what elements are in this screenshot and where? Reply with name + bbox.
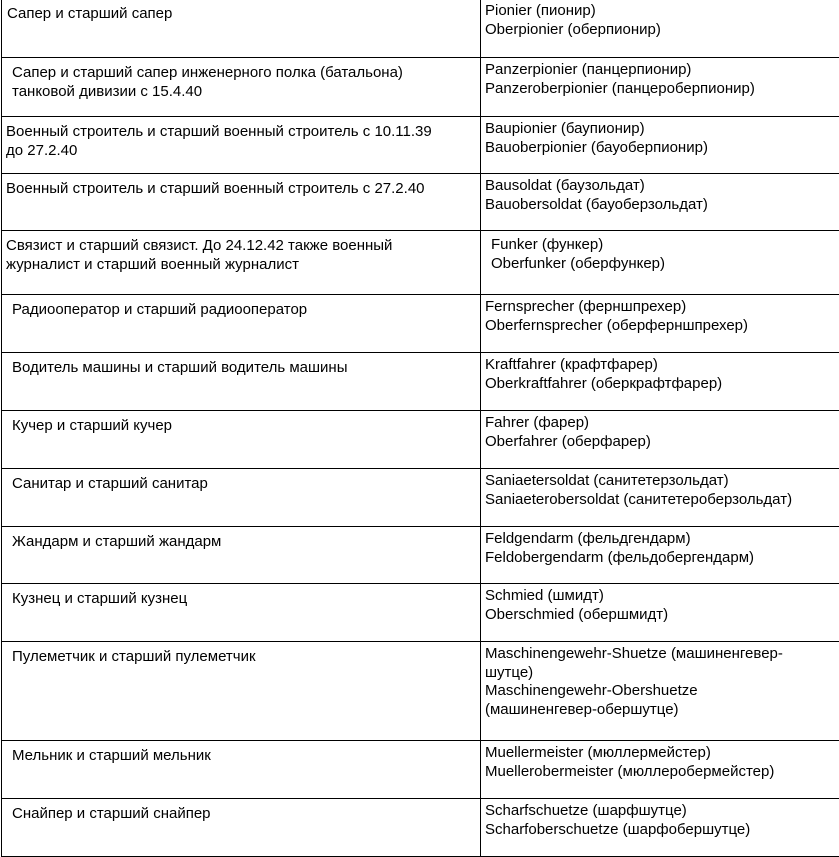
russian-title-cell (2, 642, 481, 741)
russian-title-cell (2, 584, 481, 642)
russian-title-cell (2, 174, 481, 231)
german-rank-cell (481, 642, 839, 741)
german-rank-line: Baupionier (баупионир) (485, 120, 839, 139)
russian-title-line: Военный строитель и старший военный строитель с 27.2.40 (6, 180, 480, 199)
russian-title-line: Санитар и старший санитар (12, 475, 480, 494)
ranks-table (1, 0, 839, 857)
german-rank-cell (481, 58, 839, 117)
german-rank-line: шутце) (485, 664, 839, 683)
german-rank-cell (481, 117, 839, 174)
russian-title-line: журналист и старший военный журналист (6, 256, 480, 275)
russian-title-line: Мельник и старший мельник (12, 747, 480, 766)
german-rank-cell (481, 0, 839, 58)
german-rank-line: Oberpionier (оберпионир) (485, 21, 839, 40)
german-rank-line: Bauobersoldat (бауоберзольдат) (485, 196, 839, 215)
table-row (2, 231, 839, 295)
german-rank-line: Schmied (шмидт) (485, 587, 839, 606)
german-rank-cell (481, 411, 839, 469)
table-row (2, 0, 839, 58)
german-rank-cell (481, 799, 839, 857)
table-row (2, 117, 839, 174)
russian-title-line: Кучер и старший кучер (12, 417, 480, 436)
russian-title-cell (2, 527, 481, 584)
german-rank-cell (481, 584, 839, 642)
german-rank-line: Bauoberpionier (бауоберпионир) (485, 139, 839, 158)
german-rank-line: (машиненгевер-обершутце) (485, 701, 839, 720)
table-row (2, 642, 839, 741)
russian-title-line: Кузнец и старший кузнец (12, 590, 480, 609)
german-rank-line: Funker (функер) (491, 236, 839, 255)
russian-title-line: Радиооператор и старший радиооператор (12, 301, 480, 320)
german-rank-cell (481, 353, 839, 411)
german-rank-line: Panzeroberpionier (панцероберпионир) (485, 80, 839, 99)
german-rank-line: Fernsprecher (ферншпрехер) (485, 298, 839, 317)
german-rank-line: Kraftfahrer (крафтфарер) (485, 356, 839, 375)
table-row (2, 353, 839, 411)
table-row (2, 411, 839, 469)
german-rank-line: Muellermeister (мюллермейстер) (485, 744, 839, 763)
table-row (2, 469, 839, 527)
german-rank-cell (481, 527, 839, 584)
russian-title-line: Военный строитель и старший военный строитель с 10.11.39 (6, 123, 480, 142)
german-rank-line: Scharfoberschuetze (шарфобершутце) (485, 821, 839, 840)
table-row (2, 799, 839, 857)
german-rank-cell (481, 174, 839, 231)
russian-title-cell (2, 295, 481, 353)
table-row (2, 527, 839, 584)
german-rank-line: Oberfernsprecher (оберферншпрехер) (485, 317, 839, 336)
russian-title-cell (2, 231, 481, 295)
german-rank-line: Saniaeterobersoldat (санитетероберзольдат) (485, 491, 839, 510)
russian-title-cell (2, 741, 481, 799)
german-rank-line: Oberschmied (обершмидт) (485, 606, 839, 625)
german-rank-line: Feldgendarm (фельдгендарм) (485, 530, 839, 549)
russian-title-cell (2, 411, 481, 469)
russian-title-cell (2, 353, 481, 411)
russian-title-line: Снайпер и старший снайпер (12, 805, 480, 824)
german-rank-line: Oberkraftfahrer (оберкрафтфарер) (485, 375, 839, 394)
table-row (2, 174, 839, 231)
german-rank-cell (481, 741, 839, 799)
russian-title-line: Водитель машины и старший водитель машины (12, 359, 480, 378)
table-row (2, 295, 839, 353)
german-rank-line: Saniaetersoldat (санитетерзольдат) (485, 472, 839, 491)
table-row (2, 741, 839, 799)
german-rank-line: Oberfunker (оберфункер) (491, 255, 839, 274)
russian-title-cell (2, 58, 481, 117)
german-rank-cell (481, 295, 839, 353)
german-rank-cell (481, 231, 839, 295)
table-row (2, 584, 839, 642)
russian-title-cell (2, 117, 481, 174)
german-rank-line: Scharfschuetze (шарфшутце) (485, 802, 839, 821)
german-rank-line: Pionier (пионир) (485, 2, 839, 21)
russian-title-line: Связист и старший связист. До 24.12.42 также военный (6, 237, 480, 256)
russian-title-line: Сапер и старший сапер (7, 5, 480, 24)
russian-title-line: танковой дивизии с 15.4.40 (12, 83, 480, 102)
russian-title-line: Пулеметчик и старший пулеметчик (12, 648, 480, 667)
russian-title-cell (2, 469, 481, 527)
german-rank-line: Maschinengewehr-Obershuetze (485, 682, 839, 701)
german-rank-line: Panzerpionier (панцерпионир) (485, 61, 839, 80)
russian-title-line: до 27.2.40 (6, 142, 480, 161)
german-rank-line: Feldobergendarm (фельдобергендарм) (485, 549, 839, 568)
russian-title-line: Жандарм и старший жандарм (12, 533, 480, 552)
german-rank-cell (481, 469, 839, 527)
german-rank-line: Muellerobermeister (мюллеробермейстер) (485, 763, 839, 782)
russian-title-line: Сапер и старший сапер инженерного полка (батальона) (12, 64, 480, 83)
russian-title-cell (2, 799, 481, 857)
german-rank-line: Maschinengewehr-Shuetze (машиненгевер- (485, 645, 839, 664)
ranks-table-body (2, 0, 839, 857)
russian-title-cell (2, 0, 481, 58)
german-rank-line: Oberfahrer (оберфарер) (485, 433, 839, 452)
table-row (2, 58, 839, 117)
german-rank-line: Bausoldat (баузольдат) (485, 177, 839, 196)
german-rank-line: Fahrer (фарер) (485, 414, 839, 433)
